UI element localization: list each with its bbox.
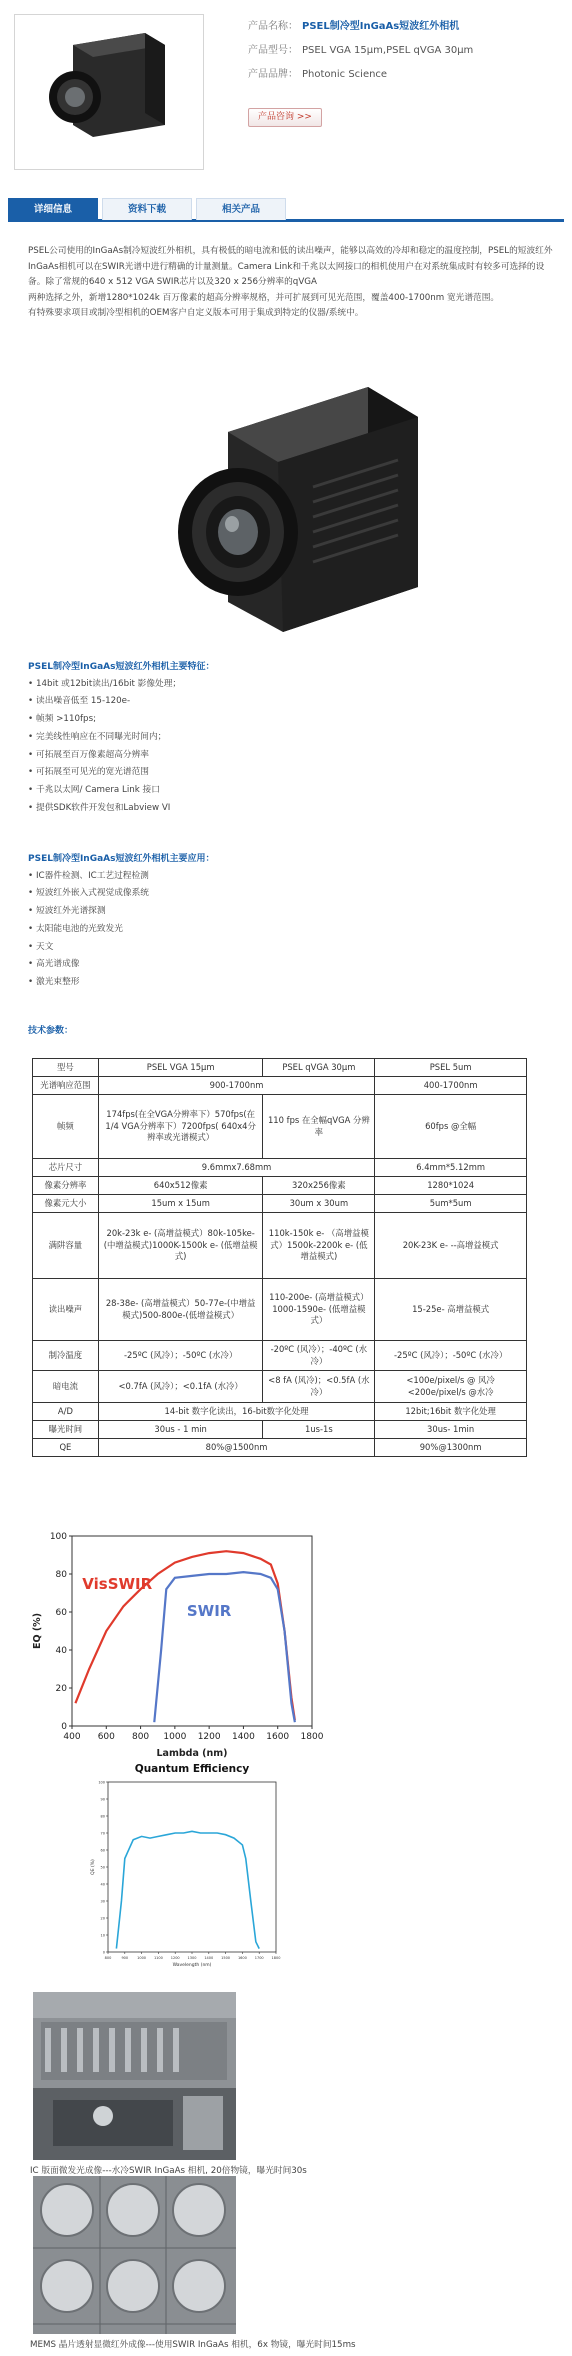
x-tick-label: 600 <box>97 1732 115 1742</box>
qe-chart <box>86 1760 286 1978</box>
chart-title: Quantum Efficiency <box>134 1763 250 1775</box>
table-cell: 制冷温度 <box>33 1341 99 1371</box>
y-tick-label: 0 <box>61 1722 67 1732</box>
features-section <box>28 660 554 818</box>
table-cell: 1280*1024 <box>375 1177 527 1195</box>
table-cell: 暗电流 <box>33 1371 99 1403</box>
x-tick-label: 800 <box>104 1956 112 1960</box>
table-cell: A/D <box>33 1403 99 1421</box>
x-tick-label: 400 <box>63 1732 81 1742</box>
intro-paragraph: PSEL公司使用的InGaAs制冷短波红外相机，具有极低的暗电流和低的读出噪声，能够以高效的冷却和稳定的温度控制，PSEL的短波红外InGaAs相机可以在SWIR光谱中进行精确的计量测量。Camera Link和千兆以太网接口的相机使用户在对系统集成时有较多可选择的设备。除了常规的640 x 512 VGA SWIR芯片以及320 x 256分辨率的qVGA <box>28 246 553 287</box>
table-cell: 60fps @全幅 <box>375 1095 527 1159</box>
table-cell: 28-38e- (高增益模式）50-77e-(中增益模式)500-800e-(低增益模式） <box>98 1279 263 1341</box>
series-label-visswir: VisSWIR <box>82 1575 153 1594</box>
x-tick-label: 1300 <box>187 1956 197 1960</box>
table-header: PSEL VGA 15μm <box>98 1059 263 1077</box>
application-item: • IC器件检测、IC工艺过程检测 <box>28 868 554 886</box>
plot-frame <box>108 1782 276 1952</box>
y-tick-label: 70 <box>100 1831 105 1836</box>
y-tick-label: 100 <box>49 1532 67 1542</box>
series-label-swir: SWIR <box>186 1601 232 1620</box>
x-tick-label: 1100 <box>153 1956 163 1960</box>
y-tick-label: 20 <box>100 1916 105 1921</box>
product-description <box>28 244 554 322</box>
table-cell: 芯片尺寸 <box>33 1159 99 1177</box>
table-header: 型号 <box>33 1059 99 1077</box>
feature-item: • 帧频 >110fps; <box>28 711 554 729</box>
table-cell: 9.6mmx7.68mm <box>98 1159 374 1177</box>
y-tick-label: 100 <box>98 1780 105 1785</box>
table-row <box>33 1403 527 1421</box>
product-name: PSEL制冷型InGaAs短波红外相机 <box>302 21 460 32</box>
table-cell: <100e/pixel/s @ 风冷<200e/pixel/s @水冷 <box>375 1371 527 1403</box>
table-cell: 900-1700nm <box>98 1077 374 1095</box>
table-cell: 90%@1300nm <box>375 1439 527 1457</box>
eq-chart <box>30 1530 324 1760</box>
table-cell: 320x256像素 <box>263 1177 375 1195</box>
table-cell: 640x512像素 <box>98 1177 263 1195</box>
spec-heading-wrap <box>28 1024 554 1040</box>
y-axis-label: QE (%) <box>91 1859 96 1875</box>
table-cell: 光谱响应范围 <box>33 1077 99 1095</box>
table-cell: 400-1700nm <box>375 1077 527 1095</box>
application-item: • 天文 <box>28 939 554 957</box>
spec-heading: 技术参数： <box>28 1026 74 1036</box>
feature-item: • 可拓展至可见光的宽光谱范围 <box>28 764 554 782</box>
table-cell: 读出噪声 <box>33 1279 99 1341</box>
table-cell: <8 fA (风冷)；<0.5fA (水冷） <box>263 1371 375 1403</box>
table-row <box>33 1177 527 1195</box>
tab-details[interactable]: 详细信息 <box>8 198 98 220</box>
table-cell: <0.7fA (风冷）；<0.1fA (水冷） <box>98 1371 263 1403</box>
tab-downloads[interactable]: 资料下载 <box>102 198 192 220</box>
y-tick-label: 30 <box>100 1899 105 1904</box>
product-model-label: 产品型号： <box>248 45 298 56</box>
consult-button[interactable]: 产品咨询 >> <box>248 108 322 127</box>
table-row <box>33 1439 527 1457</box>
plot-frame <box>72 1536 312 1726</box>
feature-item: • 提供SDK软件开发包和Labview VI <box>28 800 554 818</box>
table-cell: 110-200e- (高增益模式）1000-1590e- (低增益模式） <box>263 1279 375 1341</box>
x-tick-label: 800 <box>131 1732 150 1742</box>
x-tick-label: 1400 <box>204 1956 214 1960</box>
x-tick-label: 1500 <box>221 1956 231 1960</box>
table-cell: 30us - 1 min <box>98 1421 263 1439</box>
table-cell: 110 fps 在全幅qVGA 分辨率 <box>263 1095 375 1159</box>
x-tick-label: 1200 <box>170 1956 180 1960</box>
table-row <box>33 1371 527 1403</box>
x-tick-label: 900 <box>121 1956 129 1960</box>
product-thumbnail[interactable] <box>14 14 204 170</box>
application-item: • 太阳能电池的光致发光 <box>28 921 554 939</box>
y-tick-label: 0 <box>102 1950 105 1955</box>
application-item: • 高光谱成像 <box>28 956 554 974</box>
application-item: • 短波红外嵌入式视觉成像系统 <box>28 885 554 903</box>
x-tick-label: 1700 <box>254 1956 264 1960</box>
camera-thumbnail-image <box>15 15 203 169</box>
table-row <box>33 1077 527 1095</box>
y-tick-label: 40 <box>100 1882 105 1887</box>
table-cell: 满阱容量 <box>33 1213 99 1279</box>
table-cell: 帧频 <box>33 1095 99 1159</box>
table-cell: 14-bit 数字化读出，16-bit数字化处理 <box>98 1403 374 1421</box>
table-cell: -25ºC (风冷）；-50ºC (水冷） <box>375 1341 527 1371</box>
table-header: PSEL 5um <box>375 1059 527 1077</box>
y-tick-label: 60 <box>55 1608 67 1618</box>
y-tick-label: 50 <box>100 1865 105 1870</box>
product-brand-label: 产品品牌： <box>248 69 298 80</box>
table-cell: -25ºC (风冷）；-50ºC (水冷） <box>98 1341 263 1371</box>
feature-item: • 14bit 或12bit读出/16bit 影像处理； <box>28 676 554 694</box>
feature-item: • 完美线性响应在不同曝光时间内； <box>28 729 554 747</box>
table-cell: 曝光时间 <box>33 1421 99 1439</box>
feature-item: • 千兆以太网/ Camera Link 接口 <box>28 782 554 800</box>
product-model: PSEL VGA 15μm,PSEL qVGA 30μm <box>302 45 474 56</box>
table-row <box>33 1213 527 1279</box>
y-tick-label: 20 <box>55 1684 67 1694</box>
table-cell: 6.4mm*5.12mm <box>375 1159 527 1177</box>
table-cell: 15um x 15um <box>98 1195 263 1213</box>
feature-item: • 读出噪音低至 15-120e- <box>28 693 554 711</box>
applications-section <box>28 852 554 992</box>
x-tick-label: 1000 <box>163 1732 187 1742</box>
table-cell: 5um*5um <box>375 1195 527 1213</box>
x-tick-label: 1200 <box>197 1732 221 1742</box>
y-tick-label: 80 <box>55 1570 67 1580</box>
ic-emission-image <box>33 1992 236 2160</box>
table-row <box>33 1279 527 1341</box>
x-tick-label: 1800 <box>300 1732 324 1742</box>
table-cell: 174fps(在全VGA分辨率下）570fps(在1/4 VGA分辨率下）7200fps( 640x4分辨率或光谱模式） <box>98 1095 263 1159</box>
mems-image-caption: MEMS 晶片透射显微红外成像---使用SWIR InGaAs 相机，6x 物镜，曝光时间15ms <box>30 2340 356 2350</box>
product-brand: Photonic Science <box>302 69 388 80</box>
tab-bar <box>8 198 564 222</box>
y-tick-label: 60 <box>100 1848 105 1853</box>
table-cell: QE <box>33 1439 99 1457</box>
table-cell: 像素分辨率 <box>33 1177 99 1195</box>
intro-paragraph: 有特殊要求项目或制冷型相机的OEM客户自定义版本可用于集成到特定的仪器/系统中。 <box>28 308 364 318</box>
table-cell: 30um x 30um <box>263 1195 375 1213</box>
table-header: PSEL qVGA 30μm <box>263 1059 375 1077</box>
table-cell: 80%@1500nm <box>98 1439 374 1457</box>
feature-item: • 可拓展至百万像素超高分辨率 <box>28 747 554 765</box>
table-row <box>33 1195 527 1213</box>
table-row <box>33 1095 527 1159</box>
spec-table <box>32 1058 527 1457</box>
x-axis-label: Lambda (nm) <box>156 1748 228 1759</box>
y-axis-label: EQ (%) <box>32 1612 43 1650</box>
table-cell: -20ºC (风冷）；-40ºC (水冷） <box>263 1341 375 1371</box>
y-tick-label: 40 <box>55 1646 67 1656</box>
camera-product-image <box>118 362 448 652</box>
table-cell: 20k-23k e- (高增益模式）80k-105ke-(中增益模式)1000K-1500k e- (低增益模式) <box>98 1213 263 1279</box>
table-row <box>33 1159 527 1177</box>
features-heading: PSEL制冷型InGaAs短波红外相机主要特征： <box>28 662 215 672</box>
y-tick-label: 80 <box>100 1814 105 1819</box>
ic-image-caption: IC 版面微发光成像---水冷SWIR InGaAs 相机, 20倍物镜，曝光时间30s <box>30 2166 307 2176</box>
table-cell: 15-25e- 高增益模式 <box>375 1279 527 1341</box>
y-tick-label: 90 <box>100 1797 105 1802</box>
x-tick-label: 1400 <box>231 1732 255 1742</box>
mems-transmission-image <box>33 2176 236 2334</box>
y-tick-label: 10 <box>100 1933 105 1938</box>
table-cell: 1us-1s <box>263 1421 375 1439</box>
intro-paragraph: 两种选择之外，新增1280*1024k 百万像素的超高分辨率规格，并可扩展到可见光范围，覆盖400-1700nm 宽光谱范围。 <box>28 292 500 303</box>
product-name-label: 产品名称： <box>248 21 298 32</box>
table-cell: 12bit;16bit 数字化处理 <box>375 1403 527 1421</box>
table-header-row <box>33 1059 527 1077</box>
table-row <box>33 1421 527 1439</box>
x-axis-label: Wavelength (nm) <box>172 1963 212 1968</box>
table-cell: 110k-150k e- （高增益模式）1500k-2200k e- (低增益模式) <box>263 1213 375 1279</box>
x-tick-label: 1800 <box>271 1956 281 1960</box>
application-item: • 激光束整形 <box>28 974 554 992</box>
x-tick-label: 1600 <box>266 1732 290 1742</box>
application-item: • 短波红外光谱探测 <box>28 903 554 921</box>
x-tick-label: 1600 <box>237 1956 247 1960</box>
table-cell: 像素元大小 <box>33 1195 99 1213</box>
x-tick-label: 1000 <box>137 1956 147 1960</box>
product-info <box>248 18 558 90</box>
table-row <box>33 1341 527 1371</box>
table-cell: 20K-23K e- --高增益模式 <box>375 1213 527 1279</box>
applications-heading: PSEL制冷型InGaAs短波红外相机主要应用： <box>28 854 215 864</box>
table-cell: 30us- 1min <box>375 1421 527 1439</box>
tab-related[interactable]: 相关产品 <box>196 198 286 220</box>
